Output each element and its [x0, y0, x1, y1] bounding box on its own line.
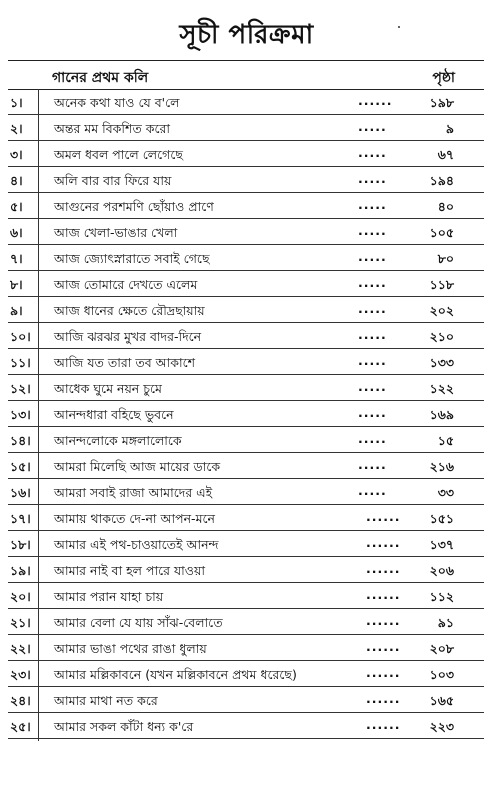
- entry-number: ১।: [10, 95, 23, 110]
- entry-first-line: আগুনের পরশমণি ছোঁয়াও প্রাণে: [54, 199, 214, 214]
- entry-page-number: ৮০: [437, 251, 454, 266]
- entry-number: ১০।: [10, 329, 31, 344]
- entry-page-number: ১৬৫: [429, 693, 454, 708]
- entry-page-number: ২০২: [429, 303, 454, 318]
- index-entry: [8, 349, 484, 375]
- entry-first-line: আমরা সবাই রাজা আমাদের এই: [54, 485, 213, 500]
- index-entry: [8, 583, 484, 609]
- entry-leader-dots: .....: [358, 327, 387, 342]
- index-entry: [8, 687, 484, 713]
- index-entry: [8, 427, 484, 453]
- entry-first-line: আমায় থাকতে দে-না আপন-মনে: [54, 511, 215, 526]
- entry-leader-dots: .....: [358, 431, 387, 446]
- entry-page-number: ১৯৪: [429, 173, 454, 188]
- entry-leader-dots: ......: [366, 587, 401, 602]
- entry-page-number: ১১৮: [429, 277, 454, 292]
- entry-page-number: ২১৬: [429, 459, 454, 474]
- entry-page-number: ৯১: [437, 615, 454, 630]
- entry-leader-dots: ......: [366, 639, 401, 654]
- entry-first-line: আজ তোমারে দেখতে এলেম: [54, 277, 198, 292]
- entry-first-line: আমার মল্লিকাবনে (যখন মল্লিকাবনে প্রথম ধরেছে): [54, 667, 297, 682]
- entry-number: ১৭।: [10, 511, 31, 526]
- index-entry: [8, 323, 484, 349]
- entry-first-line: আধেক ঘুমে নয়ন চুমে: [54, 381, 162, 396]
- entry-leader-dots: .....: [358, 405, 387, 420]
- entry-list: [0, 89, 493, 739]
- entry-number: ২৫।: [10, 719, 31, 734]
- entry-first-line: অন্তর মম বিকশিত করো: [54, 121, 171, 136]
- entry-page-number: ১২২: [429, 381, 454, 396]
- entry-number: ৭।: [10, 251, 23, 266]
- entry-leader-dots: .....: [358, 249, 387, 264]
- entry-number: ২৩।: [10, 667, 31, 682]
- entry-first-line: অমল ধবল পালে লেগেছে: [54, 147, 183, 162]
- entry-page-number: ১১২: [429, 589, 454, 604]
- index-entry: [8, 89, 484, 115]
- entry-first-line: আজি ঝরঝর মুখর বাদর-দিনে: [54, 329, 202, 344]
- entry-number: ২২।: [10, 641, 31, 656]
- entry-first-line: আজ জ্যোৎস্নারাতে সবাই গেছে: [54, 251, 210, 266]
- index-entry: [8, 505, 484, 531]
- entry-leader-dots: .....: [358, 145, 387, 160]
- index-entry: [8, 375, 484, 401]
- entry-page-number: ৩৩: [437, 485, 454, 500]
- entry-number: ১৬।: [10, 485, 31, 500]
- entry-leader-dots: .....: [358, 379, 387, 394]
- entry-page-number: ১৬৯: [429, 407, 454, 422]
- index-entry: [8, 609, 484, 635]
- top-rule: [8, 60, 484, 61]
- entry-leader-dots: ......: [366, 691, 401, 706]
- index-entry: [8, 557, 484, 583]
- entry-leader-dots: .....: [358, 275, 387, 290]
- entry-page-number: ৪০: [437, 199, 454, 214]
- index-entry: [8, 245, 484, 271]
- print-speck: [398, 26, 400, 28]
- index-entry: [8, 219, 484, 245]
- entry-first-line: আনন্দধারা বহিছে ভুবনে: [54, 407, 174, 422]
- index-entry: [8, 479, 484, 505]
- column-header-first-line: গানের প্রথম কলি: [52, 70, 149, 86]
- entry-number: ২৪।: [10, 693, 31, 708]
- entry-leader-dots: ......: [366, 509, 401, 524]
- entry-first-line: আমার নাই বা হল পারে যাওয়া: [54, 563, 205, 578]
- entry-number: ১৫।: [10, 459, 31, 474]
- entry-first-line: অনেক কথা যাও যে ব'লে: [54, 95, 180, 110]
- column-header-page: পৃষ্ঠা: [432, 70, 455, 86]
- entry-leader-dots: .....: [358, 301, 387, 316]
- entry-leader-dots: ......: [366, 561, 401, 576]
- entry-first-line: আজ ধানের ক্ষেতে রৌদ্রছায়ায়: [54, 303, 205, 318]
- index-entry: [8, 635, 484, 661]
- entry-first-line: আমার মাথা নত করে: [54, 693, 158, 708]
- entry-number: ১৪।: [10, 433, 31, 448]
- entry-number: ৫।: [10, 199, 23, 214]
- entry-number: ১১।: [10, 355, 31, 370]
- index-entry: [8, 453, 484, 479]
- entry-page-number: ১৩৩: [429, 355, 454, 370]
- entry-leader-dots: ......: [366, 665, 401, 680]
- entry-number: ৮।: [10, 277, 23, 292]
- entry-page-number: ১৫: [437, 433, 454, 448]
- entry-page-number: ২১০: [429, 329, 454, 344]
- entry-first-line: আমার বেলা যে যায় সাঁঝ-বেলাতে: [54, 615, 223, 630]
- index-entry: [8, 661, 484, 687]
- index-entry: [8, 115, 484, 141]
- entry-number: ১২।: [10, 381, 31, 396]
- entry-leader-dots: ......: [366, 613, 401, 628]
- entry-page-number: ২২৩: [429, 719, 454, 734]
- entry-number: ৩।: [10, 147, 23, 162]
- entry-page-number: ১৯৮: [429, 95, 454, 110]
- index-entry: [8, 531, 484, 557]
- entry-page-number: ৯: [445, 121, 454, 136]
- entry-leader-dots: .....: [358, 171, 387, 186]
- entry-leader-dots: .....: [358, 457, 387, 472]
- entry-first-line: আমরা মিলেছি আজ মায়ের ডাকে: [54, 459, 221, 474]
- entry-first-line: আমার ভাঙা পথের রাঙা ধুলায়: [54, 641, 207, 656]
- entry-first-line: আজি যত তারা তব আকাশে: [54, 355, 196, 370]
- index-entry: [8, 167, 484, 193]
- index-entry: [8, 271, 484, 297]
- entry-number: ৪।: [10, 173, 23, 188]
- entry-number: ১৮।: [10, 537, 31, 552]
- index-entry: [8, 401, 484, 427]
- entry-number: ৯।: [10, 303, 23, 318]
- entry-number: ১৩।: [10, 407, 31, 422]
- entry-page-number: ১৫১: [429, 511, 454, 526]
- entry-first-line: অলি বার বার ফিরে যায়: [54, 173, 172, 188]
- index-entry: [8, 713, 484, 739]
- index-entry: [8, 193, 484, 219]
- entry-leader-dots: ......: [366, 535, 401, 550]
- entry-page-number: ২০৮: [429, 641, 454, 656]
- entry-leader-dots: .....: [358, 223, 387, 238]
- entry-leader-dots: ......: [366, 717, 401, 732]
- entry-first-line: আমার পরান যাহা চায়: [54, 589, 164, 604]
- entry-leader-dots: .....: [358, 483, 387, 498]
- entry-number: ২১।: [10, 615, 31, 630]
- entry-page-number: ২০৬: [429, 563, 454, 578]
- page-title: সূচী পরিক্রমা: [179, 20, 314, 50]
- entry-leader-dots: ......: [358, 93, 393, 108]
- entry-page-number: ১৩৭: [429, 537, 454, 552]
- index-entry: [8, 297, 484, 323]
- entry-leader-dots: .....: [358, 353, 387, 368]
- entry-number: ১৯।: [10, 563, 31, 578]
- entry-first-line: আনন্দলোকে মঙ্গলালোকে: [54, 433, 182, 448]
- entry-page-number: ৬৭: [437, 147, 454, 162]
- entry-first-line: আজ খেলা-ভাঙার খেলা: [54, 225, 178, 240]
- entry-first-line: আমার এই পথ-চাওয়াতেই আনন্দ: [54, 537, 219, 552]
- entry-page-number: ১০৩: [429, 667, 454, 682]
- entry-first-line: আমার সকল কাঁটা ধন্য ক'রে: [54, 719, 194, 734]
- entry-leader-dots: .....: [358, 197, 387, 212]
- entry-number: ২।: [10, 121, 23, 136]
- entry-page-number: ১০৫: [429, 225, 454, 240]
- entry-leader-dots: .....: [358, 119, 387, 134]
- index-entry: [8, 141, 484, 167]
- entry-number: ২০।: [10, 589, 31, 604]
- entry-number: ৬।: [10, 225, 23, 240]
